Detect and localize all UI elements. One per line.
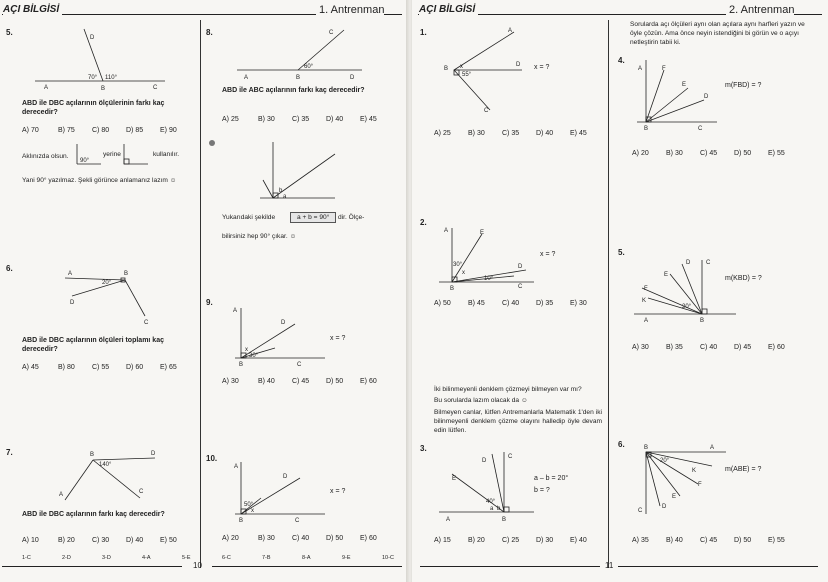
option-d[interactable]: D) 50 (326, 535, 344, 542)
ask-text: m(ABE) = ? (725, 466, 762, 473)
option-a[interactable]: A) 20 (632, 150, 649, 157)
svg-text:B: B (296, 75, 301, 81)
option-a[interactable]: A) 70 (22, 127, 39, 134)
svg-text:E: E (682, 82, 687, 88)
svg-text:B: B (101, 86, 106, 92)
svg-text:10°: 10° (484, 276, 494, 282)
question-number: 10. (206, 454, 218, 463)
option-c[interactable]: C) 25 (502, 537, 520, 544)
r-q2-options (434, 300, 587, 307)
equation: a – b = 20° (534, 475, 569, 482)
option-c[interactable]: C) 30 (92, 537, 110, 544)
q6-options (22, 364, 177, 371)
option-d[interactable]: D) 50 (734, 537, 752, 544)
svg-text:20°: 20° (102, 280, 112, 286)
option-d[interactable]: D) 60 (126, 364, 144, 371)
option-b[interactable]: B) 30 (258, 535, 275, 542)
svg-text:20°: 20° (660, 458, 670, 464)
info-text: bilirsiniz hep 90° çıkar. ☺ (222, 233, 297, 240)
svg-text:x: x (460, 64, 463, 70)
option-e[interactable]: E) 40 (570, 537, 587, 544)
r-q4-options (632, 150, 785, 157)
svg-text:C: C (144, 320, 149, 326)
option-d[interactable]: D) 35 (536, 300, 554, 307)
r-q4-figure (632, 56, 732, 136)
header-title: AÇI BİLGİSİ (3, 4, 62, 15)
svg-text:110°: 110° (105, 75, 117, 81)
svg-text:C: C (518, 284, 523, 290)
q5-figure (30, 25, 170, 95)
option-e[interactable]: E) 65 (160, 364, 177, 371)
svg-text:A: A (638, 66, 643, 72)
svg-text:b: b (497, 506, 501, 512)
svg-text:A: A (446, 517, 451, 523)
info-text: Yukarıdaki şekilde (222, 214, 276, 221)
question-number: 9. (206, 298, 213, 307)
answer-key (22, 555, 394, 561)
svg-text:A: A (508, 28, 513, 34)
svg-text:D: D (283, 474, 288, 480)
equation: b = ? (534, 487, 550, 494)
svg-text:50°: 50° (244, 502, 254, 508)
svg-text:A: A (710, 445, 715, 451)
option-d[interactable]: D) 40 (536, 130, 554, 137)
svg-text:B: B (239, 362, 244, 368)
svg-text:E: E (452, 476, 457, 482)
question-number: 5. (6, 28, 13, 37)
page-number: 10 (193, 561, 202, 570)
option-b[interactable]: B) 20 (58, 537, 75, 544)
svg-text:B: B (90, 452, 95, 458)
svg-text:D: D (70, 300, 75, 306)
option-b[interactable]: B) 30 (666, 150, 683, 157)
svg-text:E: E (664, 272, 669, 278)
option-b[interactable]: B) 30 (468, 130, 485, 137)
option-a[interactable]: A) 15 (434, 537, 451, 544)
svg-text:x: x (245, 347, 248, 353)
svg-text:B: B (700, 318, 705, 324)
q7-figure (55, 448, 175, 510)
question-number: 3. (420, 444, 427, 453)
header-subtitle: 2. Antrenman (726, 4, 794, 16)
option-b[interactable]: B) 40 (666, 537, 683, 544)
note-text: İki bilinmeyenli denklem çözmeyi bilmeyen var mı? (434, 386, 582, 393)
option-d[interactable]: D) 30 (536, 537, 554, 544)
option-a[interactable]: A) 35 (632, 537, 649, 544)
right-angle-example (75, 142, 105, 168)
q10-options (222, 535, 377, 542)
x-question: x = ? (534, 64, 550, 71)
option-a[interactable]: A) 30 (632, 344, 649, 351)
note-text: yerine (103, 151, 121, 158)
option-b[interactable]: B) 20 (468, 537, 485, 544)
answer-key-item: 3-D (102, 555, 111, 561)
svg-text:F: F (662, 66, 666, 72)
footer-rule (618, 566, 818, 567)
right-angle-symbol (122, 142, 154, 168)
svg-text:B: B (502, 517, 507, 523)
svg-text:E: E (672, 494, 677, 500)
svg-text:E: E (480, 230, 485, 236)
svg-text:C: C (297, 362, 302, 368)
option-b[interactable]: B) 45 (468, 300, 485, 307)
svg-text:C: C (508, 454, 513, 460)
column-divider (200, 20, 201, 568)
option-e[interactable]: E) 90 (160, 127, 177, 134)
svg-text:B: B (644, 445, 649, 451)
option-b[interactable]: B) 80 (58, 364, 75, 371)
option-c[interactable]: C) 40 (292, 535, 310, 542)
svg-text:20°: 20° (682, 304, 692, 310)
question-number: 7. (6, 448, 13, 457)
r-q2-figure (434, 222, 544, 292)
note-text: Bilmeyen canlar, lütfen Antremanlarla Matematik 1'den iki bilinmeyenli denklem çözme olayını halledip öyle devam edin lütfen. (434, 409, 602, 434)
page-number: 11 (605, 561, 614, 570)
option-d[interactable]: D) 85 (126, 127, 144, 134)
svg-text:140°: 140° (99, 462, 112, 468)
column-divider (608, 20, 609, 568)
info-text: dir. Ölçe- (338, 214, 365, 221)
option-c[interactable]: C) 45 (700, 537, 718, 544)
option-d[interactable]: D) 40 (126, 537, 144, 544)
option-d[interactable]: D) 50 (734, 150, 752, 157)
answer-key-item: 7-B (262, 555, 271, 561)
info-bullet (209, 140, 215, 146)
answer-key-item: 2-D (62, 555, 71, 561)
q9-figure (225, 300, 335, 370)
option-c[interactable]: C) 55 (92, 364, 110, 371)
option-d[interactable]: D) 40 (326, 116, 344, 123)
x-question: x = ? (330, 335, 346, 342)
question-text: ABD ile DBC açılarının ölçüleri toplamı kaç derecedir? (22, 337, 164, 353)
svg-text:C: C (698, 126, 703, 132)
right-page (412, 0, 828, 582)
note-text: Bu sorularda lazım olacak da ☺ (434, 397, 528, 404)
svg-text:B: B (239, 518, 244, 524)
q9-options (222, 378, 377, 385)
svg-text:x: x (462, 270, 465, 276)
option-e[interactable]: E) 45 (360, 116, 377, 123)
svg-text:D: D (90, 35, 95, 41)
option-a[interactable]: A) 20 (222, 535, 239, 542)
svg-text:K: K (692, 468, 697, 474)
svg-text:C: C (295, 518, 300, 524)
svg-text:D: D (704, 94, 709, 100)
svg-text:C: C (484, 108, 489, 114)
svg-text:D: D (518, 264, 523, 270)
option-c[interactable]: C) 40 (700, 344, 718, 351)
option-a[interactable]: A) 10 (22, 537, 39, 544)
r-q3-figure (434, 446, 544, 526)
q6-figure (60, 266, 170, 331)
r-q3-options (434, 537, 587, 544)
svg-text:A: A (59, 492, 64, 498)
option-d[interactable]: D) 50 (326, 378, 344, 385)
answer-key-item: 1-C (22, 555, 31, 561)
answer-key-item: 10-C (382, 555, 394, 561)
svg-text:B: B (450, 286, 455, 292)
note-text: Yani 90° yazılmaz. Şekli görünce anlamanız lazım ☺ (22, 177, 177, 184)
option-e[interactable]: E) 50 (160, 537, 177, 544)
svg-text:a: a (283, 194, 287, 200)
r-q1-options (434, 130, 587, 137)
svg-text:D: D (350, 75, 355, 81)
option-c[interactable]: C) 45 (700, 150, 718, 157)
question-text: ABD ile DBC açılarının ölçülerinin farkı kaç derecedir? (22, 100, 165, 116)
question-number: 8. (206, 28, 213, 37)
svg-text:b: b (279, 188, 283, 194)
question-number: 1. (420, 28, 427, 37)
svg-text:C: C (153, 85, 158, 91)
x-question: x = ? (330, 488, 346, 495)
svg-text:D: D (662, 504, 667, 510)
option-b[interactable]: B) 35 (666, 344, 683, 351)
svg-text:D: D (686, 260, 691, 266)
svg-text:D: D (151, 451, 156, 457)
svg-text:A: A (234, 464, 239, 470)
q10-figure (225, 458, 335, 528)
svg-text:A: A (44, 85, 49, 91)
svg-text:30°: 30° (249, 353, 259, 359)
svg-text:D: D (281, 320, 286, 326)
option-e[interactable]: E) 60 (768, 344, 785, 351)
footer-rule (212, 566, 402, 567)
svg-text:C: C (706, 260, 711, 266)
q5-options (22, 127, 177, 134)
option-d[interactable]: D) 45 (734, 344, 752, 351)
r-q6-figure (632, 442, 732, 522)
question-text: ABD ile DBC açılarının farkı kaç derecedir? (22, 511, 165, 518)
svg-text:70°: 70° (88, 75, 98, 81)
r-q1-figure (432, 26, 542, 116)
svg-text:D: D (482, 458, 487, 464)
option-b[interactable]: B) 75 (58, 127, 75, 134)
answer-key-item: 5-E (182, 555, 191, 561)
svg-text:A: A (644, 318, 649, 324)
intro-text: Sorularda açı ölçüleri aynı olan açılara aynı harfleri yazın ve öyle çözün. Ama önce neyin istendiğini bi görün ve o açıyı netleştirin tabii ki. (630, 21, 805, 46)
option-a[interactable]: A) 25 (222, 116, 239, 123)
formula-box: a + b = 90° (290, 212, 336, 223)
option-e[interactable]: E) 60 (360, 535, 377, 542)
svg-text:40°: 40° (486, 499, 496, 505)
note-text: kullanılır. (153, 151, 180, 158)
question-number: 6. (6, 264, 13, 273)
option-b[interactable]: B) 30 (258, 116, 275, 123)
info-figure (245, 140, 345, 204)
svg-text:B: B (444, 66, 449, 72)
option-e[interactable]: E) 60 (360, 378, 377, 385)
footer-rule (420, 566, 600, 567)
svg-text:B: B (124, 271, 129, 277)
option-e[interactable]: E) 45 (570, 130, 587, 137)
question-text: ABD ile ABC açılarının farkı kaç derecedir? (222, 87, 365, 94)
answer-key-item: 6-C (222, 555, 231, 561)
q8-figure (232, 24, 372, 82)
svg-text:x: x (251, 508, 254, 514)
svg-text:60°: 60° (304, 64, 314, 70)
q8-options (222, 116, 377, 123)
option-c[interactable]: C) 40 (502, 300, 520, 307)
answer-key-item: 9-E (342, 555, 351, 561)
note-text: Aklınızda olsun. (22, 153, 69, 160)
svg-text:A: A (244, 75, 249, 81)
svg-text:55°: 55° (462, 72, 472, 78)
option-c[interactable]: C) 35 (502, 130, 520, 137)
option-a[interactable]: A) 25 (434, 130, 451, 137)
option-a[interactable]: A) 30 (222, 378, 239, 385)
question-number: 6. (618, 440, 625, 449)
option-b[interactable]: B) 40 (258, 378, 275, 385)
ask-text: m(FBD) = ? (725, 82, 762, 89)
svg-text:A: A (68, 271, 73, 277)
svg-text:C: C (139, 489, 144, 495)
svg-text:A: A (233, 308, 238, 314)
question-number: 5. (618, 248, 625, 257)
r-q5-figure (632, 252, 742, 332)
question-number: 2. (420, 218, 427, 227)
r-q6-options (632, 537, 785, 544)
svg-text:C: C (329, 30, 334, 36)
svg-text:F: F (698, 482, 702, 488)
question-number: 4. (618, 56, 625, 65)
answer-key-item: 8-A (302, 555, 311, 561)
left-page (0, 0, 408, 582)
option-a[interactable]: A) 45 (22, 364, 39, 371)
q7-options (22, 537, 177, 544)
svg-text:C: C (638, 508, 643, 514)
option-e[interactable]: E) 55 (768, 537, 785, 544)
option-a[interactable]: A) 50 (434, 300, 451, 307)
svg-text:D: D (516, 62, 521, 68)
svg-text:90°: 90° (80, 158, 90, 164)
svg-text:K: K (642, 298, 647, 304)
option-c[interactable]: C) 80 (92, 127, 110, 134)
svg-text:a: a (490, 506, 494, 512)
header-title: AÇI BİLGİSİ (419, 4, 478, 15)
option-c[interactable]: C) 45 (292, 378, 310, 385)
option-c[interactable]: C) 35 (292, 116, 310, 123)
option-e[interactable]: E) 30 (570, 300, 587, 307)
svg-text:F: F (644, 286, 648, 292)
svg-text:B: B (644, 126, 649, 132)
x-question: x = ? (540, 251, 556, 258)
option-e[interactable]: E) 55 (768, 150, 785, 157)
footer-rule (2, 566, 182, 567)
svg-text:A: A (444, 228, 449, 234)
r-q5-options (632, 344, 785, 351)
header-subtitle: 1. Antrenman (316, 4, 384, 16)
ask-text: m(KBD) = ? (725, 275, 762, 282)
answer-key-item: 4-A (142, 555, 151, 561)
svg-text:30°: 30° (453, 262, 463, 268)
